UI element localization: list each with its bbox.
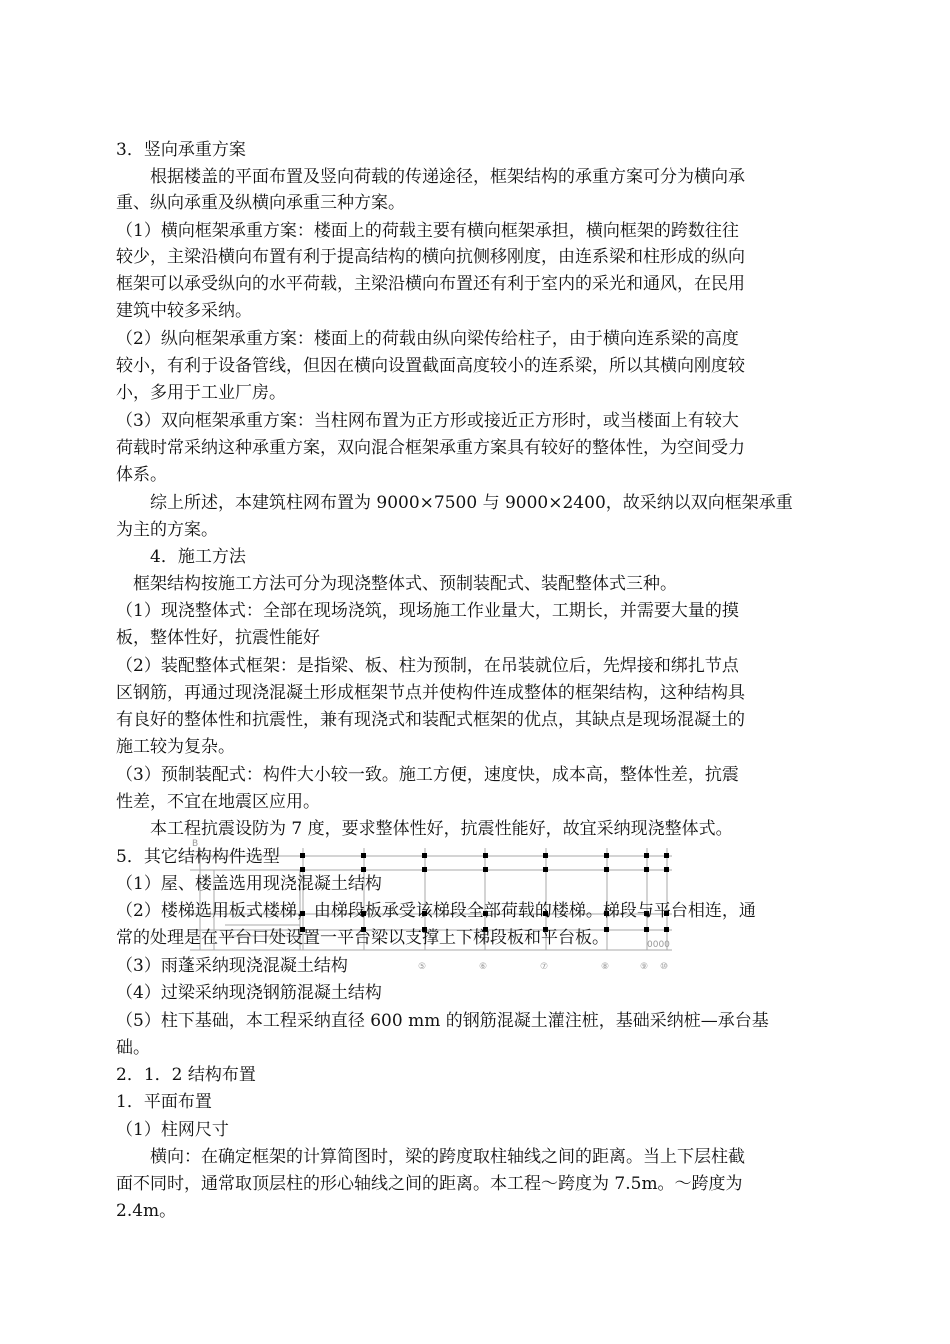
section-heading: 2．1．2 结构布置: [116, 1065, 256, 1085]
paragraph-line: 横向：在确定框架的计算简图时，梁的跨度取柱轴线之间的距离。当上下层柱截: [150, 1147, 745, 1167]
paragraph-line: （4）过梁采纳现浇钢筋混凝土结构: [116, 983, 382, 1003]
paragraph-line: 施工较为复杂。: [116, 737, 235, 757]
paragraph-line: 为主的方案。: [116, 520, 218, 540]
paragraph-line: （1）横向框架承重方案：楼面上的荷载主要有横向框架承担，横向框架的跨数往往: [116, 221, 739, 241]
paragraph-line: （3）预制装配式：构件大小较一致。施工方便，速度快，成本高，整体性差，抗震: [116, 765, 739, 785]
paragraph-line: 板，整体性好，抗震性能好: [116, 628, 320, 648]
paragraph-line: （1）屋、楼盖选用现浇混凝土结构: [116, 874, 382, 894]
paragraph-line: 有良好的整体性和抗震性，兼有现浇式和装配式框架的优点，其缺点是现场混凝土的: [116, 710, 745, 730]
paragraph-line: 面不同时，通常取顶层柱的形心轴线之间的距离。本工程～跨度为 7.5m。～跨度为: [116, 1174, 743, 1194]
axis-label: ⑥: [479, 962, 488, 972]
section-heading: 1．平面布置: [116, 1092, 212, 1112]
plan-dim-text: 0000: [647, 940, 670, 950]
paragraph-line: 础。: [116, 1038, 150, 1058]
paragraph-line: 2.4m。: [116, 1201, 177, 1221]
paragraph-line: （3）雨蓬采纳现浇混凝土结构: [116, 956, 348, 976]
paragraph-line: 综上所述，本建筑柱网布置为 9000×7500 与 9000×2400，故采纳以双向框架承重: [150, 493, 793, 513]
section-heading: 3．竖向承重方案: [116, 140, 246, 160]
paragraph-line: 常的处理是在平台口处设置一平台梁以支撑上下梯段板和平台板。: [116, 928, 609, 948]
paragraph-line: 框架结构按施工方法可分为现浇整体式、预制装配式、装配整体式三种。: [133, 574, 677, 594]
paragraph-line: 荷载时常采纳这种承重方案，双向混合框架承重方案具有较好的整体性，为空间受力: [116, 438, 745, 458]
paragraph-line: 体系。: [116, 465, 167, 485]
paragraph-line: 建筑中较多采纳。: [116, 301, 252, 321]
paragraph-line: 较少，主梁沿横向布置有利于提高结构的横向抗侧移刚度，由连系梁和柱形成的纵向: [116, 247, 745, 267]
paragraph-line: （2）纵向框架承重方案：楼面上的荷载由纵向梁传给柱子，由于横向连系梁的高度: [116, 329, 739, 349]
paragraph-line: （1）现浇整体式：全部在现场浇筑，现场施工作业量大，工期长，并需要大量的摸: [116, 601, 739, 621]
paragraph-line: 较小，有利于设备管线，但因在横向设置截面高度较小的连系梁，所以其横向刚度较: [116, 356, 745, 376]
plan-edge-label: B: [192, 839, 199, 849]
paragraph-line: （5）柱下基础，本工程采纳直径 600 mm 的钢筋混凝土灌注桩，基础采纳桩—承台基: [116, 1011, 769, 1031]
paragraph-line: 根据楼盖的平面布置及竖向荷载的传递途径，框架结构的承重方案可分为横向承: [150, 167, 745, 187]
paragraph-line: （2）装配整体式框架：是指梁、板、柱为预制，在吊装就位后，先焊接和绑扎节点: [116, 656, 739, 676]
paragraph-line: 小，多用于工业厂房。: [116, 383, 286, 403]
plan-axis-labels: [418, 962, 668, 972]
paragraph-line: 本工程抗震设防为 7 度，要求整体性好，抗震性能好，故宜采纳现浇整体式。: [150, 819, 733, 839]
paragraph-line: 框架可以承受纵向的水平荷载，主梁沿横向布置还有利于室内的采光和通风，在民用: [116, 274, 745, 294]
axis-label: ⑧: [601, 962, 610, 972]
paragraph-line: 重、纵向承重及纵横向承重三种方案。: [116, 193, 405, 213]
paragraph-line: 区钢筋，再通过现浇混凝土形成框架节点并使构件连成整体的框架结构，这种结构具: [116, 683, 745, 703]
paragraph-line: （1）柱网尺寸: [116, 1120, 229, 1140]
paragraph-line: （3）双向框架承重方案：当柱网布置为正方形或接近正方形时，或当楼面上有较大: [116, 411, 739, 431]
paragraph-line: 性差，不宜在地震区应用。: [116, 792, 320, 812]
axis-label: ⑩: [660, 962, 669, 972]
axis-label: ⑤: [418, 962, 427, 972]
section-heading: 5．其它结构构件选型: [116, 847, 280, 867]
section-heading: 4．施工方法: [150, 547, 246, 567]
axis-label: ⑦: [540, 962, 549, 972]
paragraph-line: （2）楼梯选用板式楼梯，由梯段板承受该梯段全部荷载的楼梯。梯段与平台相连，通: [116, 901, 756, 921]
axis-label: ⑨: [640, 962, 649, 972]
